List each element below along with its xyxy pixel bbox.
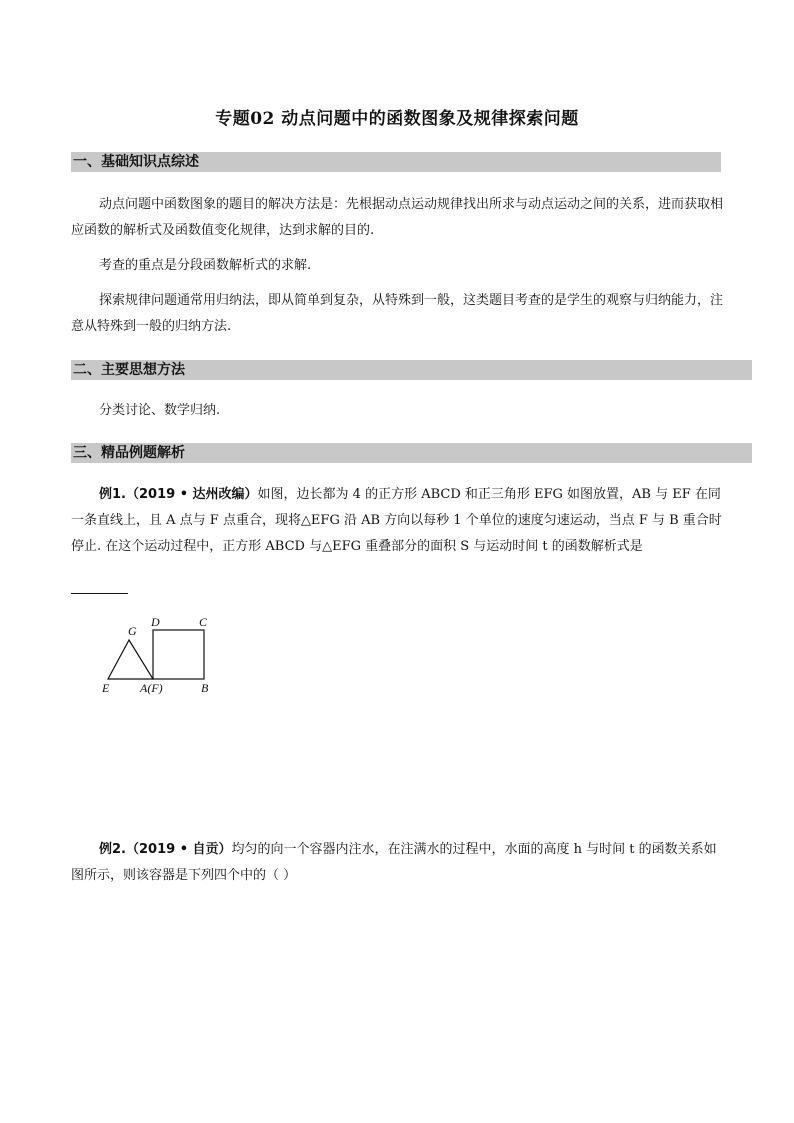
square-abcd <box>153 630 204 679</box>
example-1-label: 例1.（2019 • 达州改编） <box>99 487 258 502</box>
example-2 <box>71 837 723 889</box>
section1-paragraph-1: 动点问题中函数图象的题目的解决方法是：先根据动点运动规律找出所求与动点运动之间的关系，进而获取相应函数的解析式及函数值变化规律，达到求解的目的. <box>71 197 724 238</box>
label-e: E <box>102 681 110 695</box>
example-1-figure <box>96 610 226 700</box>
section-heading-methods: 二、主要思想方法 <box>71 360 752 380</box>
answer-blank <box>71 593 128 594</box>
label-b: B <box>201 681 209 695</box>
section2-paragraph-1: 分类讨论、数学归纳. <box>99 403 221 418</box>
example-1 <box>71 482 723 560</box>
label-d: D <box>151 615 160 629</box>
example-2-label: 例2.（2019 • 自贡） <box>99 842 232 857</box>
label-c: C <box>199 615 208 629</box>
example-2-text: 均匀的向一个容器内注水，在注满水的过程中，水面的高度 h 与时间 t 的函数关系如图所示，则该容器是下列四个中的（ ） <box>71 842 717 883</box>
label-af: A(F) <box>140 681 163 695</box>
section-heading-examples: 三、精品例题解析 <box>71 443 752 463</box>
section1-paragraph-3: 探索规律问题通常用归纳法，即从简单到复杂，从特殊到一般，这类题目考查的是学生的观察与归纳能力，注意从特殊到一般的归纳方法. <box>71 293 724 334</box>
page-title: 专题02 动点问题中的函数图象及规律探索问题 <box>215 109 579 129</box>
example-1-text: 如图，边长都为 4 的正方形 ABCD 和正三角形 EFG 如图放置，AB 与 EF 在同一条直线上，且 A 点与 F 点重合，现将△EFG 沿 AB 方向以每秒 1 个单位的速度匀速运动，当点 F 与 B 重合时停止. 在这个运动过程中，正方形 ABCD 与△EFG 重叠部分的面积 S 与运动时间 t 的函数解析式是 <box>71 487 722 554</box>
section1-paragraph-2: 考查的重点是分段函数解析式的求解. <box>99 258 312 273</box>
triangle-efg <box>108 640 153 679</box>
label-g: G <box>128 624 137 638</box>
section-heading-basics: 一、基础知识点综述 <box>71 152 721 172</box>
